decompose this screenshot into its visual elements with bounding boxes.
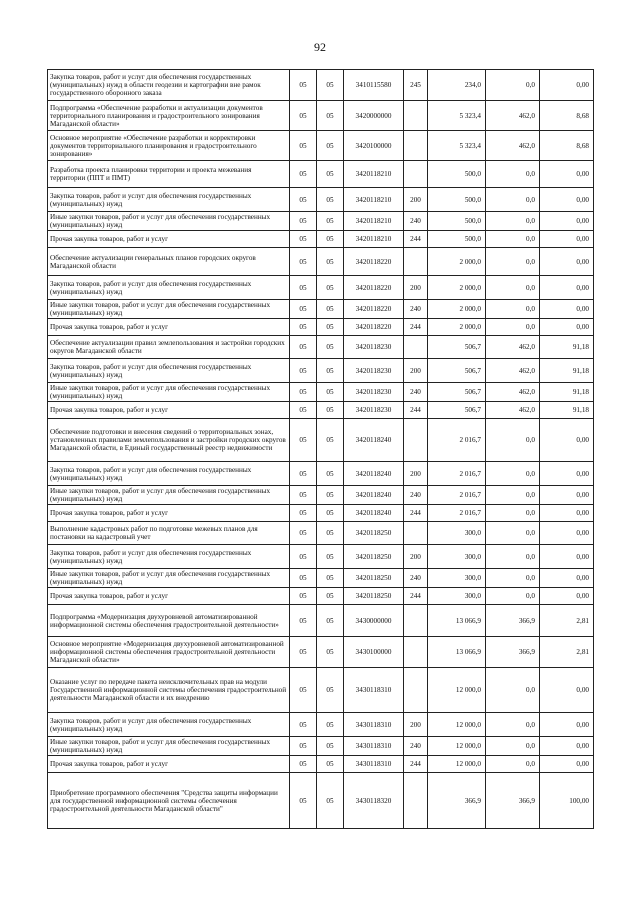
subsection-code-cell: 05 xyxy=(317,419,344,462)
executed-amount-cell: 462,0 xyxy=(486,402,540,419)
percent-cell: 0,00 xyxy=(540,231,594,248)
target-article-cell: 3420118220 xyxy=(344,276,404,300)
subsection-code-cell: 05 xyxy=(317,713,344,737)
page-number: 92 xyxy=(314,40,326,54)
executed-amount-cell: 0,0 xyxy=(486,522,540,545)
target-article-cell: 3430118310 xyxy=(344,737,404,756)
percent-cell: 0,00 xyxy=(540,522,594,545)
subsection-code-cell: 05 xyxy=(317,248,344,276)
plan-amount-cell: 506,7 xyxy=(428,383,486,402)
plan-amount-cell: 5 323,4 xyxy=(428,101,486,131)
table-row xyxy=(48,248,594,276)
percent-cell: 0,00 xyxy=(540,737,594,756)
section-code-cell: 05 xyxy=(290,336,317,359)
table-row xyxy=(48,756,594,773)
expense-type-cell xyxy=(404,522,428,545)
plan-amount-cell: 12 000,0 xyxy=(428,756,486,773)
subsection-code-cell: 05 xyxy=(317,402,344,419)
row-name-cell: Иные закупки товаров, работ и услуг для обеспечения государственных (муниципальных) нужд xyxy=(48,383,290,402)
target-article-cell: 3430118320 xyxy=(344,773,404,829)
percent-cell: 0,00 xyxy=(540,486,594,505)
executed-amount-cell: 0,0 xyxy=(486,505,540,522)
row-name-cell: Закупка товаров, работ и услуг для обеспечения государственных (муниципальных) нужд xyxy=(48,713,290,737)
plan-amount-cell: 300,0 xyxy=(428,545,486,569)
expense-type-cell: 244 xyxy=(404,588,428,605)
section-code-cell: 05 xyxy=(290,231,317,248)
table-row xyxy=(48,737,594,756)
target-article-cell: 3420118230 xyxy=(344,336,404,359)
executed-amount-cell: 462,0 xyxy=(486,359,540,383)
row-name-cell: Закупка товаров, работ и услуг для обеспечения государственных (муниципальных) нужд xyxy=(48,188,290,212)
executed-amount-cell: 0,0 xyxy=(486,300,540,319)
row-name-cell: Закупка товаров, работ и услуг для обеспечения государственных (муниципальных) нужд xyxy=(48,545,290,569)
subsection-code-cell: 05 xyxy=(317,486,344,505)
row-name-cell: Основное мероприятие «Обеспечение разработки и корректировки документов территориального планирования и градостроительного зонирования» xyxy=(48,131,290,161)
plan-amount-cell: 12 000,0 xyxy=(428,713,486,737)
expense-type-cell: 244 xyxy=(404,505,428,522)
subsection-code-cell: 05 xyxy=(317,359,344,383)
executed-amount-cell: 0,0 xyxy=(486,486,540,505)
plan-amount-cell: 2 000,0 xyxy=(428,276,486,300)
plan-amount-cell: 506,7 xyxy=(428,359,486,383)
executed-amount-cell: 366,9 xyxy=(486,773,540,829)
subsection-code-cell: 05 xyxy=(317,188,344,212)
target-article-cell: 3420118240 xyxy=(344,462,404,486)
target-article-cell: 3420118240 xyxy=(344,419,404,462)
expense-type-cell xyxy=(404,637,428,668)
table-row xyxy=(48,588,594,605)
target-article-cell: 3420118250 xyxy=(344,545,404,569)
expense-type-cell: 240 xyxy=(404,383,428,402)
percent-cell: 0,00 xyxy=(540,300,594,319)
budget-table xyxy=(47,69,594,829)
plan-amount-cell: 12 000,0 xyxy=(428,668,486,713)
percent-cell: 0,00 xyxy=(540,569,594,588)
expense-type-cell xyxy=(404,773,428,829)
expense-type-cell: 240 xyxy=(404,300,428,319)
expense-type-cell: 240 xyxy=(404,212,428,231)
expense-type-cell xyxy=(404,668,428,713)
executed-amount-cell: 0,0 xyxy=(486,737,540,756)
plan-amount-cell: 500,0 xyxy=(428,188,486,212)
table-row xyxy=(48,462,594,486)
row-name-cell: Обеспечение подготовки и внесения сведений о территориальных зонах, установленных правилами землепользования и застройки городских округов Магаданской области, в Единый государственный реестр недвижимости xyxy=(48,419,290,462)
target-article-cell: 3420118210 xyxy=(344,212,404,231)
subsection-code-cell: 05 xyxy=(317,505,344,522)
executed-amount-cell: 0,0 xyxy=(486,276,540,300)
section-code-cell: 05 xyxy=(290,588,317,605)
table-row xyxy=(48,545,594,569)
section-code-cell: 05 xyxy=(290,545,317,569)
row-name-cell: Выполнение кадастровых работ по подготовке межевых планов для постановки на кадастровый учет xyxy=(48,522,290,545)
executed-amount-cell: 0,0 xyxy=(486,419,540,462)
executed-amount-cell: 366,9 xyxy=(486,605,540,637)
plan-amount-cell: 506,7 xyxy=(428,402,486,419)
section-code-cell: 05 xyxy=(290,212,317,231)
subsection-code-cell: 05 xyxy=(317,605,344,637)
target-article-cell: 3420000000 xyxy=(344,101,404,131)
section-code-cell: 05 xyxy=(290,161,317,188)
percent-cell: 0,00 xyxy=(540,505,594,522)
section-code-cell: 05 xyxy=(290,569,317,588)
table-row xyxy=(48,505,594,522)
section-code-cell: 05 xyxy=(290,486,317,505)
target-article-cell: 3420100000 xyxy=(344,131,404,161)
table-body xyxy=(48,70,594,829)
row-name-cell: Подпрограмма «Обеспечение разработки и актуализации документов территориального планирования и градостроительного зонирования Магаданской области» xyxy=(48,101,290,131)
percent-cell: 91,18 xyxy=(540,336,594,359)
plan-amount-cell: 300,0 xyxy=(428,588,486,605)
subsection-code-cell: 05 xyxy=(317,300,344,319)
expense-type-cell: 200 xyxy=(404,545,428,569)
plan-amount-cell: 500,0 xyxy=(428,231,486,248)
subsection-code-cell: 05 xyxy=(317,773,344,829)
table-row xyxy=(48,486,594,505)
executed-amount-cell: 0,0 xyxy=(486,248,540,276)
percent-cell: 91,18 xyxy=(540,383,594,402)
expense-type-cell: 200 xyxy=(404,462,428,486)
section-code-cell: 05 xyxy=(290,668,317,713)
row-name-cell: Закупка товаров, работ и услуг для обеспечения государственных (муниципальных) нужд xyxy=(48,359,290,383)
expense-type-cell: 240 xyxy=(404,486,428,505)
section-code-cell: 05 xyxy=(290,383,317,402)
expense-type-cell xyxy=(404,419,428,462)
expense-type-cell: 200 xyxy=(404,359,428,383)
subsection-code-cell: 05 xyxy=(317,462,344,486)
expense-type-cell xyxy=(404,605,428,637)
target-article-cell: 3420118250 xyxy=(344,588,404,605)
row-name-cell: Прочая закупка товаров, работ и услуг xyxy=(48,402,290,419)
table-row xyxy=(48,300,594,319)
percent-cell: 0,00 xyxy=(540,588,594,605)
section-code-cell: 05 xyxy=(290,70,317,101)
target-article-cell: 3420118240 xyxy=(344,486,404,505)
plan-amount-cell: 2 016,7 xyxy=(428,505,486,522)
target-article-cell: 3420118220 xyxy=(344,248,404,276)
table-row xyxy=(48,131,594,161)
executed-amount-cell: 366,9 xyxy=(486,637,540,668)
target-article-cell: 3420118230 xyxy=(344,383,404,402)
plan-amount-cell: 500,0 xyxy=(428,161,486,188)
target-article-cell: 3420118220 xyxy=(344,319,404,336)
target-article-cell: 3420118210 xyxy=(344,231,404,248)
target-article-cell: 3420118210 xyxy=(344,188,404,212)
executed-amount-cell: 462,0 xyxy=(486,336,540,359)
table-row xyxy=(48,402,594,419)
row-name-cell: Разработка проекта планировки территории и проекта межевания территории (ППТ и ПМТ) xyxy=(48,161,290,188)
executed-amount-cell: 0,0 xyxy=(486,668,540,713)
expense-type-cell: 200 xyxy=(404,276,428,300)
percent-cell: 100,00 xyxy=(540,773,594,829)
subsection-code-cell: 05 xyxy=(317,319,344,336)
table-row xyxy=(48,569,594,588)
section-code-cell: 05 xyxy=(290,462,317,486)
row-name-cell: Прочая закупка товаров, работ и услуг xyxy=(48,588,290,605)
percent-cell: 0,00 xyxy=(540,462,594,486)
plan-amount-cell: 5 323,4 xyxy=(428,131,486,161)
percent-cell: 8,68 xyxy=(540,131,594,161)
row-name-cell: Закупка товаров, работ и услуг для обеспечения государственных (муниципальных) нужд xyxy=(48,462,290,486)
row-name-cell: Прочая закупка товаров, работ и услуг xyxy=(48,231,290,248)
target-article-cell: 3410115580 xyxy=(344,70,404,101)
section-code-cell: 05 xyxy=(290,522,317,545)
table-row xyxy=(48,637,594,668)
subsection-code-cell: 05 xyxy=(317,131,344,161)
target-article-cell: 3420118250 xyxy=(344,569,404,588)
target-article-cell: 3420118230 xyxy=(344,359,404,383)
expense-type-cell xyxy=(404,336,428,359)
target-article-cell: 3420118220 xyxy=(344,300,404,319)
row-name-cell: Оказание услуг по передаче пакета неисключительных прав на модули Государственной информационной системы обеспечения градостроительной деятельности Магаданской области и их внедрению xyxy=(48,668,290,713)
executed-amount-cell: 0,0 xyxy=(486,70,540,101)
percent-cell: 0,00 xyxy=(540,161,594,188)
percent-cell: 0,00 xyxy=(540,419,594,462)
subsection-code-cell: 05 xyxy=(317,637,344,668)
table-row xyxy=(48,713,594,737)
subsection-code-cell: 05 xyxy=(317,161,344,188)
row-name-cell: Обеспечение актуализации правил землепользования и застройки городских округов Магаданской области xyxy=(48,336,290,359)
section-code-cell: 05 xyxy=(290,773,317,829)
expense-type-cell: 244 xyxy=(404,756,428,773)
row-name-cell: Иные закупки товаров, работ и услуг для обеспечения государственных (муниципальных) нужд xyxy=(48,300,290,319)
table-row xyxy=(48,319,594,336)
subsection-code-cell: 05 xyxy=(317,276,344,300)
plan-amount-cell: 366,9 xyxy=(428,773,486,829)
row-name-cell: Прочая закупка товаров, работ и услуг xyxy=(48,756,290,773)
percent-cell: 91,18 xyxy=(540,359,594,383)
expense-type-cell: 200 xyxy=(404,188,428,212)
table-row xyxy=(48,276,594,300)
target-article-cell: 3420118230 xyxy=(344,402,404,419)
target-article-cell: 3430118310 xyxy=(344,713,404,737)
table-row xyxy=(48,336,594,359)
subsection-code-cell: 05 xyxy=(317,545,344,569)
plan-amount-cell: 500,0 xyxy=(428,212,486,231)
executed-amount-cell: 0,0 xyxy=(486,231,540,248)
section-code-cell: 05 xyxy=(290,505,317,522)
percent-cell: 0,00 xyxy=(540,248,594,276)
row-name-cell: Иные закупки товаров, работ и услуг для обеспечения государственных (муниципальных) нужд xyxy=(48,486,290,505)
percent-cell: 8,68 xyxy=(540,101,594,131)
row-name-cell: Обеспечение актуализации генеральных планов городских округов Магаданской области xyxy=(48,248,290,276)
section-code-cell: 05 xyxy=(290,737,317,756)
plan-amount-cell: 506,7 xyxy=(428,336,486,359)
executed-amount-cell: 462,0 xyxy=(486,131,540,161)
percent-cell: 0,00 xyxy=(540,545,594,569)
expense-type-cell xyxy=(404,161,428,188)
section-code-cell: 05 xyxy=(290,713,317,737)
target-article-cell: 3420118210 xyxy=(344,161,404,188)
target-article-cell: 3430118310 xyxy=(344,756,404,773)
percent-cell: 0,00 xyxy=(540,70,594,101)
subsection-code-cell: 05 xyxy=(317,588,344,605)
subsection-code-cell: 05 xyxy=(317,336,344,359)
section-code-cell: 05 xyxy=(290,419,317,462)
plan-amount-cell: 300,0 xyxy=(428,569,486,588)
executed-amount-cell: 0,0 xyxy=(486,212,540,231)
expense-type-cell: 245 xyxy=(404,70,428,101)
section-code-cell: 05 xyxy=(290,188,317,212)
table-row xyxy=(48,188,594,212)
row-name-cell: Иные закупки товаров, работ и услуг для обеспечения государственных (муниципальных) нужд xyxy=(48,737,290,756)
executed-amount-cell: 0,0 xyxy=(486,188,540,212)
table-row xyxy=(48,383,594,402)
section-code-cell: 05 xyxy=(290,101,317,131)
subsection-code-cell: 05 xyxy=(317,756,344,773)
executed-amount-cell: 0,0 xyxy=(486,569,540,588)
percent-cell: 91,18 xyxy=(540,402,594,419)
expense-type-cell: 240 xyxy=(404,737,428,756)
table-row xyxy=(48,522,594,545)
target-article-cell: 3420118240 xyxy=(344,505,404,522)
table-row xyxy=(48,231,594,248)
expense-type-cell: 240 xyxy=(404,569,428,588)
executed-amount-cell: 0,0 xyxy=(486,319,540,336)
expense-type-cell: 244 xyxy=(404,319,428,336)
plan-amount-cell: 2 016,7 xyxy=(428,486,486,505)
expense-type-cell: 244 xyxy=(404,402,428,419)
target-article-cell: 3430118310 xyxy=(344,668,404,713)
plan-amount-cell: 2 000,0 xyxy=(428,319,486,336)
target-article-cell: 3430000000 xyxy=(344,605,404,637)
section-code-cell: 05 xyxy=(290,319,317,336)
percent-cell: 0,00 xyxy=(540,713,594,737)
section-code-cell: 05 xyxy=(290,605,317,637)
executed-amount-cell: 462,0 xyxy=(486,101,540,131)
percent-cell: 0,00 xyxy=(540,188,594,212)
executed-amount-cell: 0,0 xyxy=(486,756,540,773)
section-code-cell: 05 xyxy=(290,300,317,319)
row-name-cell: Приобретение программного обеспечения "Средства защиты информации для государственной информационной системы обеспечения градостроительной деятельности Магаданской области" xyxy=(48,773,290,829)
section-code-cell: 05 xyxy=(290,131,317,161)
plan-amount-cell: 300,0 xyxy=(428,522,486,545)
percent-cell: 0,00 xyxy=(540,276,594,300)
subsection-code-cell: 05 xyxy=(317,383,344,402)
table-row xyxy=(48,161,594,188)
expense-type-cell xyxy=(404,101,428,131)
table-row xyxy=(48,212,594,231)
section-code-cell: 05 xyxy=(290,402,317,419)
plan-amount-cell: 2 016,7 xyxy=(428,419,486,462)
plan-amount-cell: 2 000,0 xyxy=(428,248,486,276)
row-name-cell: Основное мероприятие «Модернизация двухуровневой автоматизированной информационной системы обеспечения градостроительной деятельности Магаданской области» xyxy=(48,637,290,668)
target-article-cell: 3420118250 xyxy=(344,522,404,545)
expense-type-cell xyxy=(404,131,428,161)
executed-amount-cell: 0,0 xyxy=(486,545,540,569)
subsection-code-cell: 05 xyxy=(317,737,344,756)
percent-cell: 0,00 xyxy=(540,212,594,231)
section-code-cell: 05 xyxy=(290,248,317,276)
subsection-code-cell: 05 xyxy=(317,231,344,248)
subsection-code-cell: 05 xyxy=(317,522,344,545)
subsection-code-cell: 05 xyxy=(317,212,344,231)
row-name-cell: Иные закупки товаров, работ и услуг для обеспечения государственных (муниципальных) нужд xyxy=(48,569,290,588)
table-row xyxy=(48,605,594,637)
table-row xyxy=(48,359,594,383)
target-article-cell: 3430100000 xyxy=(344,637,404,668)
row-name-cell: Закупка товаров, работ и услуг для обеспечения государственных (муниципальных) нужд xyxy=(48,276,290,300)
expense-type-cell: 200 xyxy=(404,713,428,737)
subsection-code-cell: 05 xyxy=(317,70,344,101)
percent-cell: 0,00 xyxy=(540,319,594,336)
row-name-cell: Прочая закупка товаров, работ и услуг xyxy=(48,505,290,522)
table-row xyxy=(48,773,594,829)
row-name-cell: Иные закупки товаров, работ и услуг для обеспечения государственных (муниципальных) нужд xyxy=(48,212,290,231)
row-name-cell: Закупка товаров, работ и услуг для обеспечения государственных (муниципальных) нужд в области геодезии и картографии вне рамок государственного оборонного заказа xyxy=(48,70,290,101)
subsection-code-cell: 05 xyxy=(317,101,344,131)
plan-amount-cell: 234,0 xyxy=(428,70,486,101)
percent-cell: 0,00 xyxy=(540,756,594,773)
percent-cell: 2,81 xyxy=(540,605,594,637)
plan-amount-cell: 13 066,9 xyxy=(428,637,486,668)
section-code-cell: 05 xyxy=(290,276,317,300)
executed-amount-cell: 0,0 xyxy=(486,462,540,486)
expense-type-cell: 244 xyxy=(404,231,428,248)
plan-amount-cell: 13 066,9 xyxy=(428,605,486,637)
executed-amount-cell: 0,0 xyxy=(486,588,540,605)
table-row xyxy=(48,70,594,101)
executed-amount-cell: 462,0 xyxy=(486,383,540,402)
subsection-code-cell: 05 xyxy=(317,668,344,713)
section-code-cell: 05 xyxy=(290,756,317,773)
table-row xyxy=(48,668,594,713)
row-name-cell: Прочая закупка товаров, работ и услуг xyxy=(48,319,290,336)
percent-cell: 0,00 xyxy=(540,668,594,713)
table-row xyxy=(48,419,594,462)
executed-amount-cell: 0,0 xyxy=(486,713,540,737)
subsection-code-cell: 05 xyxy=(317,569,344,588)
plan-amount-cell: 2 016,7 xyxy=(428,462,486,486)
plan-amount-cell: 2 000,0 xyxy=(428,300,486,319)
section-code-cell: 05 xyxy=(290,359,317,383)
section-code-cell: 05 xyxy=(290,637,317,668)
expense-type-cell xyxy=(404,248,428,276)
executed-amount-cell: 0,0 xyxy=(486,161,540,188)
table-row xyxy=(48,101,594,131)
plan-amount-cell: 12 000,0 xyxy=(428,737,486,756)
percent-cell: 2,81 xyxy=(540,637,594,668)
row-name-cell: Подпрограмма «Модернизация двухуровневой автоматизированной информационной системы обеспечения градостроительной деятельности» xyxy=(48,605,290,637)
